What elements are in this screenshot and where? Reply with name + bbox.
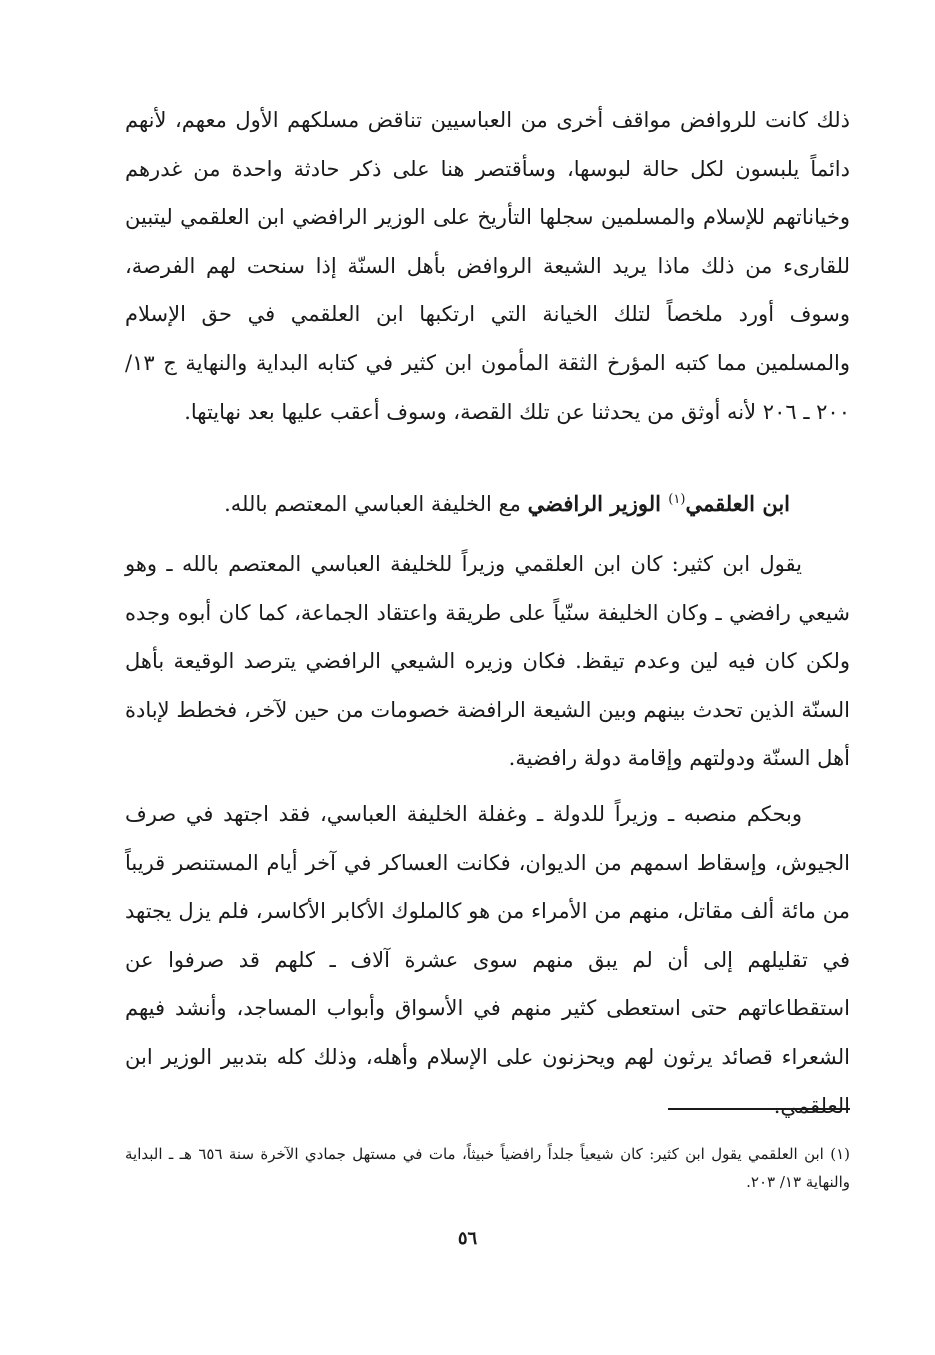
paragraph-ibn-kathir-quote-text: يقول ابن كثير: كان ابن العلقمي وزيراً للخليفة العباسي المعتصم بالله ـ وهو شيعي رافضي ـ وكان الخليفة سنّياً على طريقة واعتقاد الجماعة، كما كان أبوه وجده ولكن كان فيه لين وعدم تيقظ. فكان وزيره الشيعي الرافضي يترصد الوقيعة بأهل السنّة الذين تحدث بينهم وبين الشيعة الرافضة خصومات من حين لآخر، فخطط لإبادة أهل السنّة ودولتهم وإقامة دولة رافضية. bbox=[125, 552, 850, 771]
paragraph-intro bbox=[125, 96, 850, 436]
footnote: (١) ابن العلقمي يقول ابن كثير: كان شيعياً جلداً رافضياً خبيثاً، مات في مستهل جمادي الآخرة سنة ٦٥٦ هـ ـ البداية والنهاية ١٣/ ٢٠٣. bbox=[125, 1145, 850, 1191]
section-heading-tail: مع الخليفة العباسي المعتصم بالله. bbox=[224, 492, 528, 516]
section-heading-name: ابن العلقمي bbox=[685, 491, 790, 516]
footnote-separator bbox=[668, 1108, 850, 1110]
page-number: ٥٦ bbox=[457, 1228, 478, 1249]
section-heading-title: الوزير الرافضي bbox=[527, 491, 669, 516]
paragraph-ibn-kathir-quote bbox=[125, 540, 850, 783]
section-heading bbox=[125, 478, 850, 526]
footnote-reference: (١) bbox=[668, 492, 686, 507]
paragraph-army-reduction bbox=[125, 790, 850, 1130]
paragraph-army-reduction-text: وبحكم منصبه ـ وزيراً للدولة ـ وغفلة الخليفة العباسي، فقد اجتهد في صرف الجيوش، وإسقاط اسمهم من الديوان، فكانت العساكر في آخر أيام المستنصر قريباً من مائة ألف مقاتل، منهم من الأمراء من هو كالملوك الأكابر الأكاسر، فلم يزل يجتهد في تقليلهم إلى أن لم يبق منهم سوى عشرة آلاف ـ كلهم قد صرفوا عن استقطاعاتهم حتى استعطى كثير منهم في الأسواق وأبواب المساجد، وأنشد فيهم الشعراء قصائد يرثون لهم ويحزنون على الإسلام وأهله، وذلك كله بتدبير الوزير ابن العلقمي. bbox=[125, 802, 850, 1118]
paragraph-intro-text: ذلك كانت للروافض مواقف أخرى من العباسيين تناقض مسلكهم الأول معهم، لأنهم دائماً يلبسون لكل حالة لبوسها، وسأقتصر هنا على ذكر حادثة واحدة من غدرهم وخياناتهم للإسلام والمسلمين سجلها التأريخ على الوزير الرافضي ابن العلقمي ليتبين للقارىء من ذلك ماذا يريد الشيعة الروافض بأهل السنّة إذا سنحت لهم الفرصة، وسوف أورد ملخصاً لتلك الخيانة التي ارتكبها ابن العلقمي في حق الإسلام والمسلمين مما كتبه المؤرخ الثقة المأمون ابن كثير في كتابه البداية والنهاية ج ١٣/ ٢٠٠ ـ ٢٠٦ لأنه أوثق من يحدثنا عن تلك القصة، وسوف أعقب عليها بعد نهايتها. bbox=[125, 108, 850, 424]
